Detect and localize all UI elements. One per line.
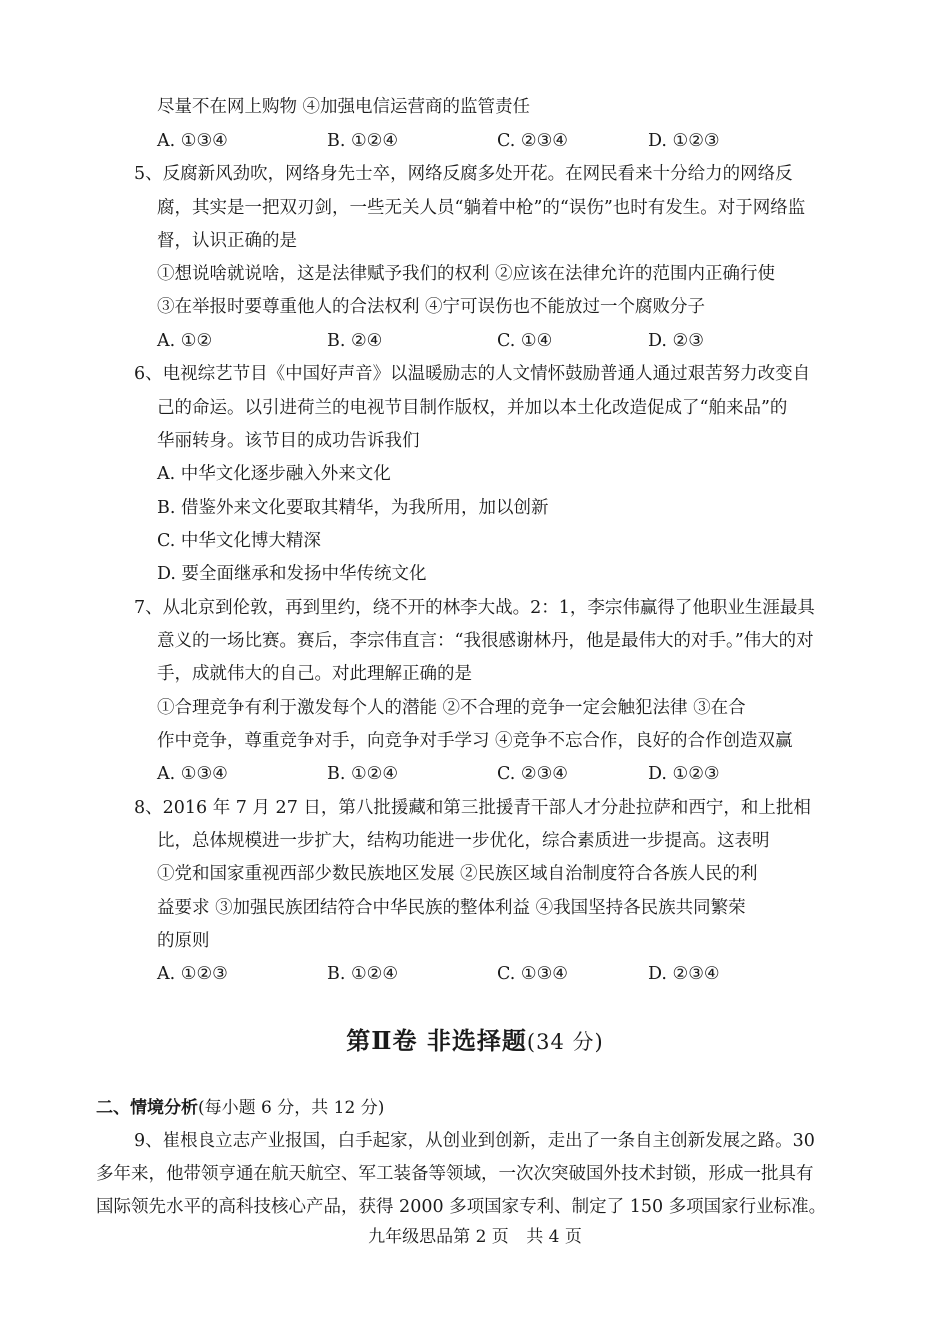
part-label: 二、情境分析: [96, 1098, 198, 1118]
option-item: A. ①②: [157, 331, 213, 351]
option-item: B. ①②④: [327, 131, 399, 151]
option-item: A. ①②③: [157, 964, 228, 984]
option-item: A. ①③④: [157, 764, 228, 784]
text-line: A. 中华文化逐步融入外来文化: [157, 464, 391, 484]
text-line: 尽量不在网上购物 ④加强电信运营商的监管责任: [157, 97, 531, 117]
text-line: B. 借鉴外来文化要取其精华，为我所用，加以创新: [157, 498, 549, 518]
section-score: (34 分): [526, 1030, 604, 1054]
text-line: 督，认识正确的是: [157, 231, 297, 251]
part-note: (每小题 6 分，共 12 分): [198, 1098, 385, 1118]
option-item: C. ②③④: [497, 764, 568, 784]
section-title-text: 第Ⅱ卷 非选择题: [346, 1026, 527, 1055]
option-item: D. ②③④: [648, 964, 720, 984]
option-item: B. ①②④: [327, 964, 399, 984]
option-item: A. ①③④: [157, 131, 228, 151]
footer-total: 共 4 页: [526, 1227, 582, 1247]
text-line: 意义的一场比赛。赛后，李宗伟直言：“我很感谢林丹，他是最伟大的对手。”伟大的对: [157, 631, 814, 651]
footer-page: 九年级思品第 2 页: [368, 1227, 509, 1247]
option-item: C. ①④: [497, 331, 553, 351]
option-item: D. ①②③: [648, 131, 720, 151]
text-line: 的原则: [157, 931, 210, 951]
text-line: D. 要全面继承和发扬中华传统文化: [157, 564, 427, 584]
text-line: 作中竞争，尊重竞争对手，向竞争对手学习 ④竞争不忘合作，良好的合作创造双赢: [157, 731, 793, 751]
option-item: C. ①③④: [497, 964, 568, 984]
text-line: ①想说啥就说啥，这是法律赋予我们的权利 ②应该在法律允许的范围内正确行使: [157, 264, 776, 284]
text-line: ③在举报时要尊重他人的合法权利 ④宁可误伤也不能放过一个腐败分子: [157, 297, 706, 317]
option-item: D. ①②③: [648, 764, 720, 784]
text-line: 6、电视综艺节目《中国好声音》以温暖励志的人文情怀鼓励普通人通过艰苦努力改变自: [134, 364, 811, 384]
text-line: 华丽转身。该节目的成功告诉我们: [157, 431, 420, 451]
section-title: [0, 1026, 950, 1057]
option-item: B. ②④: [327, 331, 383, 351]
text-line: 腐，其实是一把双刃剑，一些无关人员“躺着中枪”的“误伤”也时有发生。对于网络监: [157, 198, 806, 218]
option-item: B. ①②④: [327, 764, 399, 784]
text-line: 8、2016 年 7 月 27 日，第八批援藏和第三批援青干部人才分赴拉萨和西宁，和上批相: [134, 798, 811, 818]
option-item: D. ②③: [648, 331, 704, 351]
page-footer: [0, 1226, 950, 1248]
text-line: 5、反腐新风劲吹，网络身先士卒，网络反腐多处开花。在网民看来十分给力的网络反: [134, 164, 793, 184]
text-line: 己的命运。以引进荷兰的电视节目制作版权，并加以本土化改造促成了“舶来品”的: [157, 398, 788, 418]
text-line: C. 中华文化博大精深: [157, 531, 321, 551]
text-line: 7、从北京到伦敦，再到里约，绕不开的林李大战。2：1，李宗伟赢得了他职业生涯最具: [134, 598, 815, 618]
text-line: 比，总体规模进一步扩大，结构功能进一步优化，综合素质进一步提高。这表明: [157, 831, 770, 851]
text-line: 国际领先水平的高科技核心产品，获得 2000 多项国家专利、制定了 150 多项国家行业标准。: [96, 1197, 827, 1217]
text-line: 益要求 ③加强民族团结符合中华民族的整体利益 ④我国坚持各民族共同繁荣: [157, 898, 746, 918]
part-heading: [96, 1097, 384, 1119]
text-line: ①党和国家重视西部少数民族地区发展 ②民族区域自治制度符合各族人民的利: [157, 864, 758, 884]
option-item: C. ②③④: [497, 131, 568, 151]
text-line: ①合理竞争有利于激发每个人的潜能 ②不合理的竞争一定会触犯法律 ③在合: [157, 698, 746, 718]
text-line: 手，成就伟大的自己。对此理解正确的是: [157, 664, 472, 684]
text-line: 多年来，他带领亨通在航天航空、军工装备等领域，一次次突破国外技术封锁，形成一批具有: [96, 1164, 814, 1184]
text-line: 9、崔根良立志产业报国，白手起家，从创业到创新，走出了一条自主创新发展之路。30: [134, 1131, 815, 1151]
